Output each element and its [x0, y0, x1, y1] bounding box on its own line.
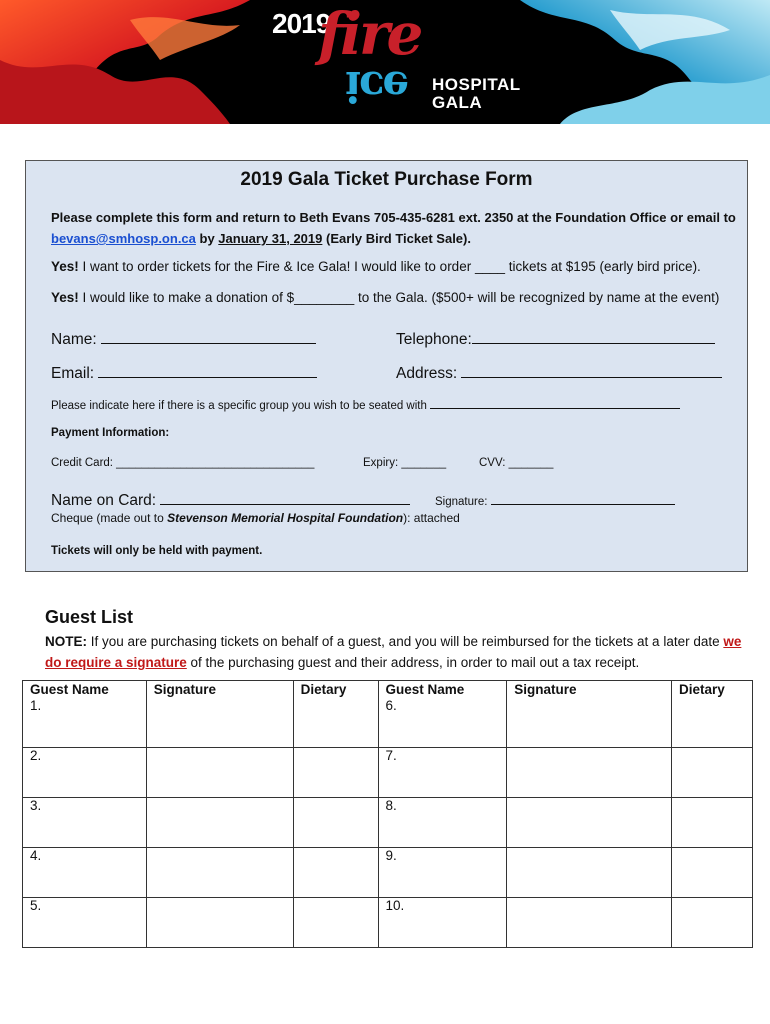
row-number: 7. — [385, 748, 397, 763]
row-number: 6. — [385, 698, 397, 713]
table-row — [23, 798, 753, 848]
guest-name-cell[interactable] — [378, 748, 507, 798]
telephone-field[interactable] — [396, 329, 715, 349]
form-instructions — [51, 207, 741, 249]
signature-cell[interactable] — [507, 748, 672, 798]
signature-label: Signature: — [435, 496, 488, 508]
yes-ticket-label: Yes! — [51, 259, 79, 274]
ticket-order-text: I want to order tickets for the Fire & Ice Gala! I would like to order ____ tickets at $195 (early bird price). — [78, 259, 701, 274]
telephone-blank[interactable] — [472, 329, 715, 344]
logo-gala-word: GALA — [432, 93, 483, 112]
seating-group-field[interactable] — [51, 398, 680, 412]
name-on-card-field[interactable] — [51, 490, 410, 510]
ticket-order-line[interactable] — [51, 259, 701, 274]
dietary-cell[interactable] — [293, 798, 378, 848]
signature-cell[interactable] — [507, 798, 672, 848]
dietary-cell[interactable] — [293, 748, 378, 798]
dietary-cell[interactable] — [672, 798, 753, 848]
name-blank[interactable] — [101, 329, 316, 344]
email-link[interactable]: bevans@smhosp.on.ca — [51, 231, 196, 246]
row-number: 8. — [385, 798, 397, 813]
yes-donation-label: Yes! — [51, 290, 79, 305]
dietary-cell[interactable] — [672, 898, 753, 948]
guest-list-title: Guest List — [45, 607, 134, 627]
seating-group-text: Please indicate here if there is a specific group you wish to be seated with — [51, 400, 427, 412]
col-header-dietary: Dietary — [293, 681, 378, 699]
guest-name-cell[interactable] — [378, 698, 507, 748]
guest-name-cell[interactable] — [23, 848, 147, 898]
expiry-field[interactable]: Expiry: _______ — [363, 457, 447, 469]
logo-hospital-word: HOSPITAL — [432, 75, 521, 94]
name-on-card-label: Name on Card: — [51, 492, 157, 509]
dietary-cell[interactable] — [672, 748, 753, 798]
cvv-field[interactable]: CVV: _______ — [479, 457, 554, 469]
telephone-label: Telephone: — [396, 331, 472, 348]
guest-name-cell[interactable] — [23, 698, 147, 748]
col-header-guest-name: Guest Name — [23, 681, 147, 699]
purchase-form — [25, 160, 748, 572]
signature-cell[interactable] — [146, 748, 293, 798]
logo-fire-text: fire — [318, 0, 421, 68]
signature-field[interactable] — [435, 493, 675, 508]
signature-blank[interactable] — [491, 493, 675, 505]
donation-line[interactable] — [51, 290, 719, 305]
name-on-card-blank[interactable] — [160, 490, 410, 505]
logo-year: 2019 — [272, 8, 331, 39]
cheque-line[interactable] — [51, 511, 460, 525]
seating-group-blank[interactable] — [430, 398, 680, 409]
email-label: Email: — [51, 365, 95, 382]
signature-cell[interactable] — [146, 898, 293, 948]
row-number: 3. — [30, 798, 42, 813]
signature-cell[interactable] — [507, 848, 672, 898]
signature-cell[interactable] — [507, 898, 672, 948]
table-row — [23, 848, 753, 898]
row-number: 5. — [30, 898, 42, 913]
address-label: Address: — [396, 365, 458, 382]
guest-name-cell[interactable] — [23, 748, 147, 798]
cheque-text: Cheque (made out to — [51, 511, 168, 525]
row-number: 1. — [30, 698, 42, 713]
name-field[interactable] — [51, 329, 316, 349]
dietary-cell[interactable] — [293, 698, 378, 748]
credit-card-field[interactable]: Credit Card: _______________________________ — [51, 457, 315, 469]
foundation-name: Stevenson Memorial Hospital Foundation — [167, 511, 404, 525]
payment-hold-note: Tickets will only be held with payment. — [51, 545, 263, 557]
signature-requirement: we do require a signature — [45, 634, 742, 670]
dietary-cell[interactable] — [672, 848, 753, 898]
guest-name-cell[interactable] — [378, 898, 507, 948]
cheque-attached: ): attached — [403, 511, 460, 525]
logo-ice-text: ice — [345, 62, 408, 111]
signature-cell[interactable] — [146, 798, 293, 848]
row-number: 10. — [385, 898, 405, 913]
payment-heading: Payment Information: — [51, 427, 170, 439]
dietary-cell[interactable] — [293, 848, 378, 898]
deadline-date: January 31, 2019 — [218, 231, 323, 246]
col-header-guest-name-2: Guest Name — [378, 681, 507, 699]
donation-text: I would like to make a donation of $________ to the Gala. ($500+ will be recognized by name at the event) — [78, 290, 720, 305]
guest-list-note — [45, 631, 760, 673]
signature-cell[interactable] — [146, 698, 293, 748]
signature-cell[interactable] — [507, 698, 672, 748]
row-number: 2. — [30, 748, 42, 763]
address-blank[interactable] — [461, 363, 722, 378]
col-header-signature-2: Signature — [507, 681, 672, 699]
form-title: 2019 Gala Ticket Purchase Form — [240, 169, 533, 190]
dietary-cell[interactable] — [672, 698, 753, 748]
name-label: Name: — [51, 331, 97, 348]
row-number: 4. — [30, 848, 42, 863]
address-field[interactable] — [396, 363, 722, 383]
guest-name-cell[interactable] — [23, 898, 147, 948]
intro-text-end: (Early Bird Ticket Sale). — [322, 231, 471, 246]
note-text-end: of the purchasing guest and their address, in order to mail out a tax receipt. — [186, 655, 640, 670]
intro-by: by — [195, 231, 219, 246]
note-label: NOTE: — [45, 634, 87, 649]
intro-text: Please complete this form and return to Beth Evans 705-435-6281 ext. 2350 at the Foundation Office or email to — [51, 210, 736, 225]
col-header-dietary-2: Dietary — [672, 681, 753, 699]
table-row — [23, 748, 753, 798]
signature-cell[interactable] — [146, 848, 293, 898]
dietary-cell[interactable] — [293, 898, 378, 948]
guest-name-cell[interactable] — [378, 798, 507, 848]
table-row — [23, 898, 753, 948]
event-banner — [0, 0, 770, 124]
table-header-row — [23, 681, 753, 699]
row-number: 9. — [385, 848, 397, 863]
col-header-signature: Signature — [146, 681, 293, 699]
note-text: If you are purchasing tickets on behalf of a guest, and you will be reimbursed for the tickets at a later date — [87, 634, 724, 649]
guest-name-cell[interactable] — [23, 798, 147, 848]
email-field[interactable] — [51, 363, 317, 383]
table-row — [23, 698, 753, 748]
guest-name-cell[interactable] — [378, 848, 507, 898]
email-blank[interactable] — [98, 363, 317, 378]
logo-hospital-gala — [432, 76, 521, 112]
guest-list-table — [22, 680, 753, 948]
